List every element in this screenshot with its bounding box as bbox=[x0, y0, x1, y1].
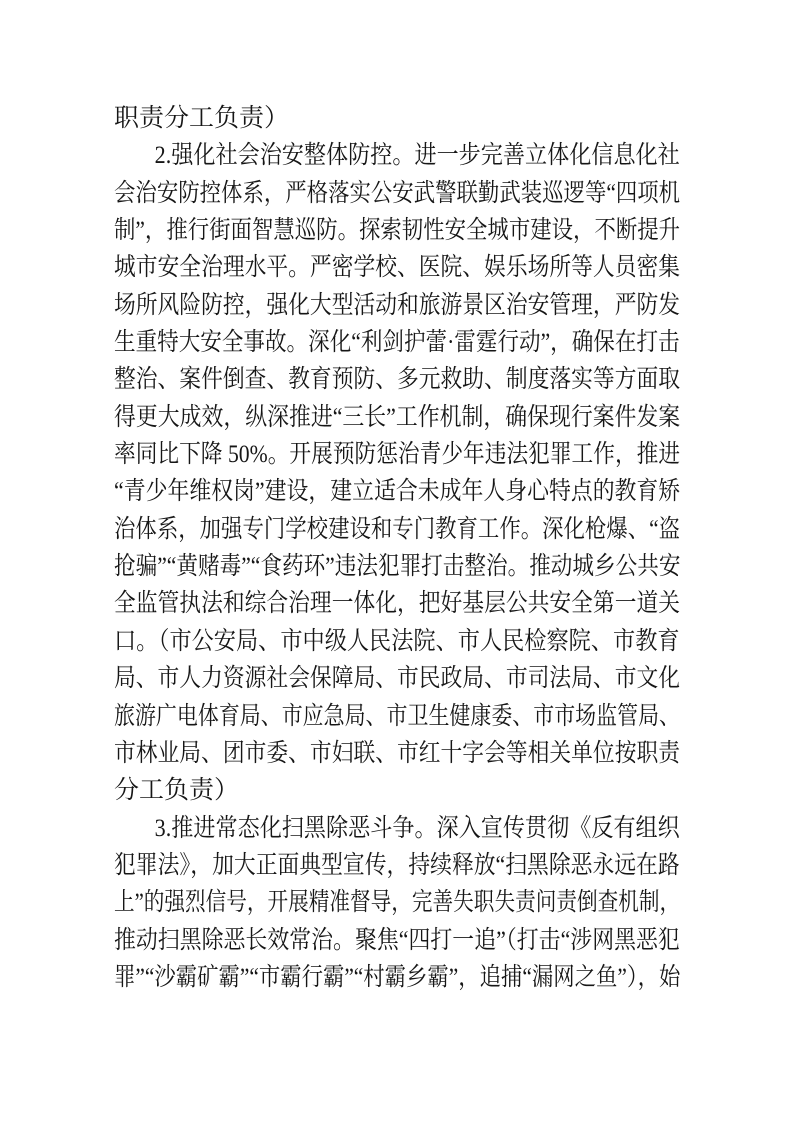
text-line: 治体系，加强专门学校建设和专门教育工作。深化枪爆、“盗 bbox=[114, 515, 681, 543]
text-line: 推动扫黑除恶长效常治。聚焦“四打一追”（打击“涉网黑恶犯 bbox=[114, 926, 680, 954]
text-line: 会治安防控体系，严格落实公安武警联勤武装巡逻等“四项机 bbox=[114, 179, 681, 207]
text-line: 城市安全治理水平。严密学校、医院、娱乐场所等人员密集 bbox=[114, 254, 681, 282]
text-line: 制”，推行街面智慧巡防。探索韧性安全城市建设，不断提升 bbox=[114, 217, 681, 245]
text-line: 3.推进常态化扫黑除恶斗争。深入宣传贯彻《反有组织 bbox=[154, 814, 680, 842]
text-line: 口。（市公安局、市中级人民法院、市人民检察院、市教育 bbox=[114, 627, 680, 655]
text-line: 率同比下降 50%。开展预防惩治青少年违法犯罪工作，推进 bbox=[114, 441, 681, 469]
text-line: 抢骗”“黄赌毒”“食药环”违法犯罪打击整治。推动城乡公共安 bbox=[114, 553, 681, 581]
text-line: 场所风险防控，强化大型活动和旅游景区治安管理，严防发 bbox=[114, 291, 681, 319]
text-line: 上”的强烈信号，开展精准督导，完善失职失责问责倒查机制， bbox=[114, 889, 681, 917]
text-line: 全监管执法和综合治理一体化，把好基层公共安全第一道关 bbox=[114, 590, 681, 618]
text-line: 得更大成效，纵深推进“三长”工作机制，确保现行案件发案 bbox=[114, 403, 681, 431]
text-line: 整治、案件倒查、教育预防、多元救助、制度落实等方面取 bbox=[114, 366, 681, 394]
text-line: 生重特大安全事故。深化“利剑护蕾·雷霆行动”，确保在打击 bbox=[114, 329, 680, 357]
document-text-block bbox=[114, 100, 680, 996]
text-line: 罪”“沙霸矿霸”“市霸行霸”“村霸乡霸”，追捕“漏网之鱼”），始 bbox=[114, 963, 681, 991]
text-line: “青少年维权岗”建设，建立适合未成年人身心特点的教育矫 bbox=[114, 478, 681, 506]
text-line: 职责分工负责） bbox=[114, 105, 290, 132]
text-line: 局、市人力资源社会保障局、市民政局、市司法局、市文化 bbox=[114, 665, 681, 693]
text-line: 2.强化社会治安整体防控。进一步完善立体化信息化社 bbox=[154, 142, 680, 170]
text-line: 市林业局、团市委、市妇联、市红十字会等相关单位按职责 bbox=[114, 739, 681, 767]
text-line: 分工负责） bbox=[114, 777, 240, 805]
text-line: 旅游广电体育局、市应急局、市卫生健康委、市市场监管局、 bbox=[114, 702, 681, 730]
text-line: 犯罪法》，加大正面典型宣传，持续释放“扫黑除恶永远在路 bbox=[114, 851, 680, 879]
